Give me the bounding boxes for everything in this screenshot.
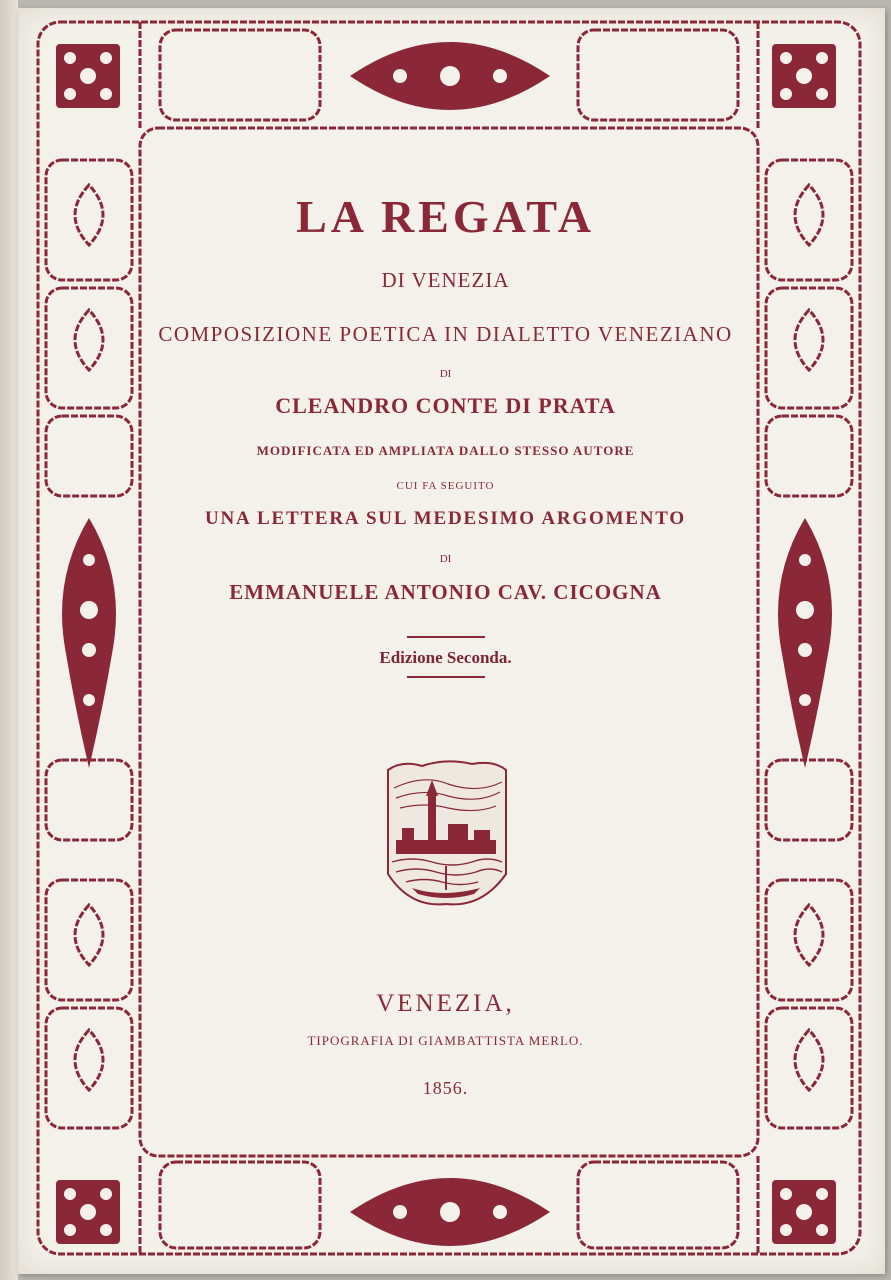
letter-line: UNA LETTERA SUL MEDESIMO ARGOMENTO xyxy=(204,508,687,529)
book-title: LA REGATA xyxy=(296,191,595,242)
publication-city: VENEZIA, xyxy=(376,990,515,1017)
description-line: COMPOSIZIONE POETICA IN DIALETTO VENEZIANO xyxy=(158,322,733,346)
publication-year: 1856. xyxy=(422,1078,469,1098)
book-subtitle: DI VENEZIA xyxy=(381,268,510,292)
edition-label: Edizione Seconda. xyxy=(379,648,512,667)
by-label: DI xyxy=(439,368,452,380)
printer-name: TIPOGRAFIA DI GIAMBATTISTA MERLO. xyxy=(307,1033,584,1048)
revision-note: MODIFICATA ED AMPLIATA DALLO STESSO AUTORE xyxy=(256,443,635,458)
followed-by-note: CUI FA SEGUITO xyxy=(396,480,495,492)
by-label-2: DI xyxy=(439,553,452,565)
rule-top xyxy=(407,636,485,638)
venetian-lagoon-vignette-icon xyxy=(382,758,510,908)
author-name: CLEANDRO CONTE DI PRATA xyxy=(275,393,616,418)
rule-bottom xyxy=(407,676,485,678)
second-author-name: EMMANUELE ANTONIO CAV. CICOGNA xyxy=(229,580,662,604)
